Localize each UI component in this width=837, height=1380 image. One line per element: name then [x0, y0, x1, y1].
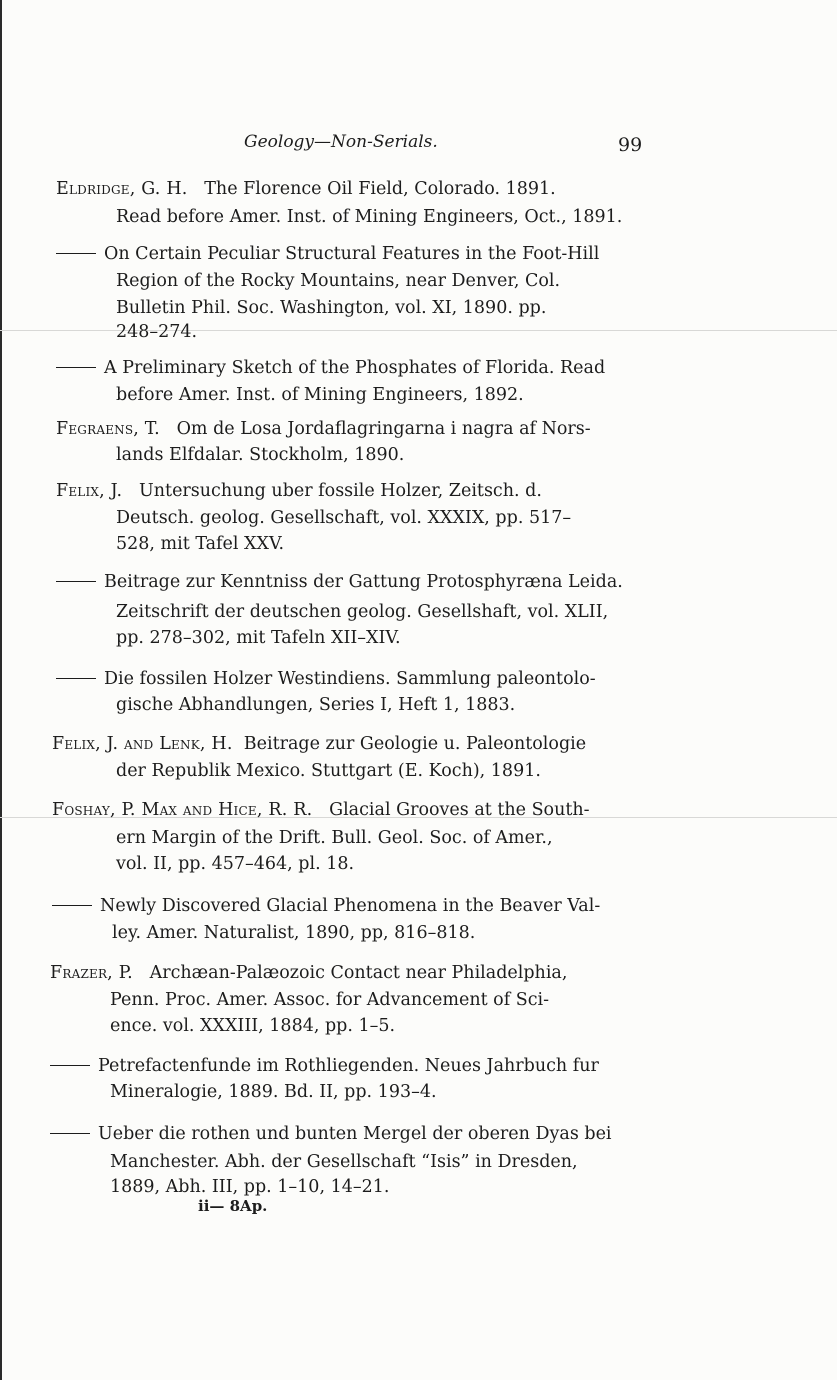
entry-text-line: Penn. Proc. Amer. Assoc. for Advancement of Sci- [110, 990, 550, 1010]
entry-text-line: 1889, Abh. III, pp. 1–10, 14–21. [110, 1177, 390, 1197]
entry-text-line: Read before Amer. Inst. of Mining Engineers, Oct., 1891. [116, 207, 623, 227]
entry-text-line: A Preliminary Sketch of the Phosphates of Florida. Read [104, 358, 606, 378]
entry-text-line: Mineralogie, 1889. Bd. II, pp. 193–4. [110, 1082, 437, 1102]
entry-text-line: Region of the Rocky Mountains, near Denver, Col. [116, 271, 561, 291]
entry-first-line [50, 1123, 612, 1145]
entry-author: Felix, J. [56, 481, 123, 501]
entry-first-line [56, 571, 623, 593]
entry-text-line: gische Abhandlungen, Series I, Heft 1, 1883. [116, 695, 516, 715]
entry-text-line: ley. Amer. Naturalist, 1890, pp, 816–818. [112, 923, 476, 943]
entry-text-line: Archæan-Palæozoic Contact near Philadelphia, [149, 963, 568, 983]
entry-text-line: The Florence Oil Field, Colorado. 1891. [204, 179, 556, 199]
entry-text-line: Beitrage zur Kenntniss der Gattung Protosphyræna Leida. [104, 572, 623, 592]
entry-text-line: Zeitschrift der deutschen geolog. Gesellshaft, vol. XLII, [116, 602, 609, 622]
entry-text-line: ence. vol. XXXIII, 1884, pp. 1–5. [110, 1016, 396, 1036]
entry-text-line: Om de Losa Jordaflagringarna i nagra af Nors- [176, 419, 591, 439]
entry-text-line: Newly Discovered Glacial Phenomena in the Beaver Val- [100, 896, 601, 916]
entry-first-line [56, 668, 596, 690]
page-number: 99 [618, 134, 643, 156]
entry-text-line: lands Elfdalar. Stockholm, 1890. [116, 445, 405, 465]
ditto-dash [50, 1133, 90, 1134]
entry-first-line [50, 1055, 599, 1077]
entry-first-line [56, 418, 591, 440]
entry-text-line: 248–274. [116, 322, 198, 342]
entry-text-line: Ueber die rothen und bunten Mergel der oberen Dyas bei [98, 1124, 612, 1144]
ditto-dash [52, 905, 92, 906]
entry-first-line [50, 962, 567, 984]
entry-text-line: Manchester. Abh. der Gesellschaft “Isis” in Dresden, [110, 1152, 578, 1172]
entry-text-line: On Certain Peculiar Structural Features in the Foot-Hill [104, 244, 600, 264]
entry-text-line: ern Margin of the Drift. Bull. Geol. Soc. of Amer., [116, 828, 553, 848]
entry-first-line [56, 178, 556, 200]
entry-text-line: Untersuchung uber fossile Holzer, Zeitsch. d. [139, 481, 542, 501]
entry-text-line: before Amer. Inst. of Mining Engineers, 1892. [116, 385, 524, 405]
ditto-dash [56, 367, 96, 368]
entry-first-line [56, 357, 605, 379]
entry-first-line [56, 480, 542, 502]
entry-text-line: Petrefactenfunde im Rothliegenden. Neues Jahrbuch fur [98, 1056, 599, 1076]
entry-author: Eldridge, G. H. [56, 179, 188, 199]
entry-text-line: pp. 278–302, mit Tafeln XII–XIV. [116, 628, 401, 648]
entry-text-line: der Republik Mexico. Stuttgart (E. Koch), 1891. [116, 761, 541, 781]
ditto-dash [56, 581, 96, 582]
scan-left-edge [0, 0, 2, 1380]
entry-author: Frazer, P. [50, 963, 133, 983]
entry-text-line: Bulletin Phil. Soc. Washington, vol. XI, 1890. pp. [116, 298, 547, 318]
ditto-dash [50, 1065, 90, 1066]
entry-author: Felix, J. and Lenk, H. [52, 734, 233, 754]
entry-text-line: Glacial Grooves at the South- [329, 800, 590, 820]
running-title: Geology—Non-Serials. [244, 132, 438, 152]
entry-text-line: Beitrage zur Geologie u. Paleontologie [243, 734, 587, 754]
entry-first-line [52, 895, 600, 917]
entry-first-line [56, 243, 599, 265]
signature-mark: ii— 8Ap. [198, 1197, 268, 1215]
entry-text-line: Die fossilen Holzer Westindiens. Sammlung paleontolo- [104, 669, 596, 689]
entry-text-line: Deutsch. geolog. Gesellschaft, vol. XXXIX, pp. 517– [116, 508, 572, 528]
entry-text-line: vol. II, pp. 457–464, pl. 18. [116, 854, 355, 874]
entry-first-line [52, 799, 590, 821]
entry-author: Foshay, P. Max and Hice, R. R. [52, 800, 313, 820]
ditto-dash [56, 678, 96, 679]
entry-first-line [52, 733, 586, 755]
entry-author: Fegraens, T. [56, 419, 160, 439]
entry-text-line: 528, mit Tafel XXV. [116, 534, 285, 554]
ditto-dash [56, 253, 96, 254]
page-header [0, 132, 837, 160]
